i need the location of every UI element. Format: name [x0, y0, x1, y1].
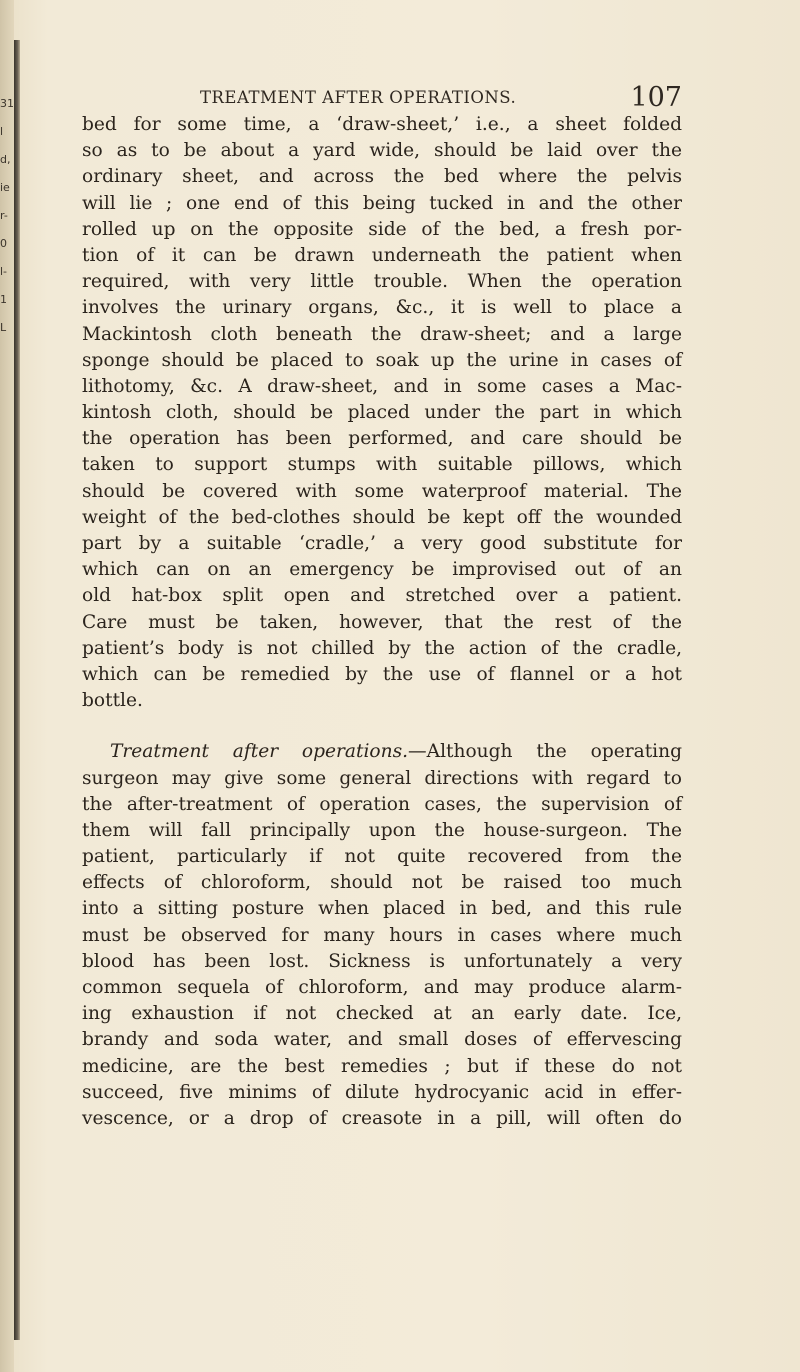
text-line: medicine, are the best remedies ; but if these do not [82, 1055, 682, 1077]
text-line: bed for some time, a ‘draw-sheet,’ i.e., a sheet folded [82, 114, 682, 135]
running-head: TREATMENT AFTER OPERATIONS. [200, 88, 517, 107]
paragraph-1 [82, 112, 682, 714]
text-line: weight of the bed-clothes should be kept off the wounded [82, 506, 682, 528]
text-line: the operation has been performed, and care should be [82, 428, 682, 450]
gutter-mark: 31 [0, 97, 14, 110]
text-line: effects of chloroform, should not be raised too much [82, 872, 682, 894]
text-line: must be observed for many hours in cases where much [82, 924, 682, 946]
text-line: bottle. [82, 690, 143, 712]
gutter-mark: r- [0, 209, 8, 222]
text-line: surgeon may give some general directions with regard to [82, 767, 682, 789]
gutter-mark: l- [0, 265, 8, 278]
gutter-mark: ie [0, 181, 10, 194]
paragraph-2 [82, 739, 682, 1132]
paragraph-gap [82, 714, 682, 739]
gutter-mark: L [0, 321, 7, 334]
page-number: 107 [630, 82, 682, 113]
text-line: kintosh cloth, should be placed under the part in which [82, 402, 682, 424]
text-line: blood has been lost. Sickness is unfortunately a very [82, 950, 682, 972]
gutter-mark: 1 [0, 293, 7, 306]
section-heading: Treatment after operations. [110, 741, 409, 763]
text-line: ing exhaustion if not checked at an early date. Ice, [82, 1003, 682, 1025]
text-line: common sequela of chloroform, and may produce alarm- [82, 977, 682, 998]
text-line: part by a suitable ‘cradle,’ a very good substitute for [82, 533, 682, 554]
text-line: sponge should be placed to soak up the urine in cases of [82, 349, 682, 371]
text-line: so as to be about a yard wide, should be laid over the [82, 140, 682, 162]
text-line: vescence, or a drop of creasote in a pill, will often do [82, 1107, 682, 1129]
text-line: succeed, five minims of dilute hydrocyanic acid in effer- [82, 1081, 682, 1103]
text-line: into a sitting posture when placed in bed, and this rule [82, 898, 682, 920]
text-line: tion of it can be drawn underneath the patient when [82, 244, 682, 266]
text-line: will lie ; one end of this being tucked in and the other [82, 192, 682, 214]
binding-edge [14, 40, 20, 1340]
paragraph-2-lead-text: —Although the operating [408, 741, 682, 763]
text-line: which can be remedied by the use of flannel or a hot [82, 663, 682, 685]
text-line: should be covered with some waterproof material. The [82, 480, 682, 502]
gutter-mark: 0 [0, 237, 7, 250]
text-line: taken to support stumps with suitable pillows, which [82, 454, 682, 476]
text-line: patient’s body is not chilled by the action of the cradle, [82, 637, 682, 659]
paragraph-2-first-line [82, 739, 682, 765]
text-line: Care must be taken, however, that the rest of the [82, 611, 682, 633]
gutter-mark: l [0, 125, 4, 138]
text-line: brandy and soda water, and small doses of effervescing [82, 1029, 682, 1051]
text-line: old hat-box split open and stretched over a patient. [82, 585, 682, 607]
text-line: patient, particularly if not quite recovered from the [82, 846, 682, 868]
text-line: involves the urinary organs, &c., it is well to place a [82, 297, 682, 319]
text-line: them will fall principally upon the house-surgeon. The [82, 819, 682, 841]
body-text [82, 112, 682, 1132]
gutter-marks [0, 90, 12, 342]
text-line: lithotomy, &c. A draw-sheet, and in some cases a Mac- [82, 375, 682, 397]
text-line: Mackintosh cloth beneath the draw-sheet; and a large [82, 323, 682, 345]
text-line: ordinary sheet, and across the bed where the pelvis [82, 166, 682, 188]
text-line: which can on an emergency be improvised out of an [82, 559, 682, 581]
text-line: rolled up on the opposite side of the bed, a fresh por- [82, 218, 682, 240]
text-line: required, with very little trouble. When the operation [82, 271, 682, 293]
gutter-mark: d, [0, 153, 11, 166]
text-line: the after-treatment of operation cases, the supervision of [82, 793, 682, 815]
page-header [200, 82, 682, 112]
